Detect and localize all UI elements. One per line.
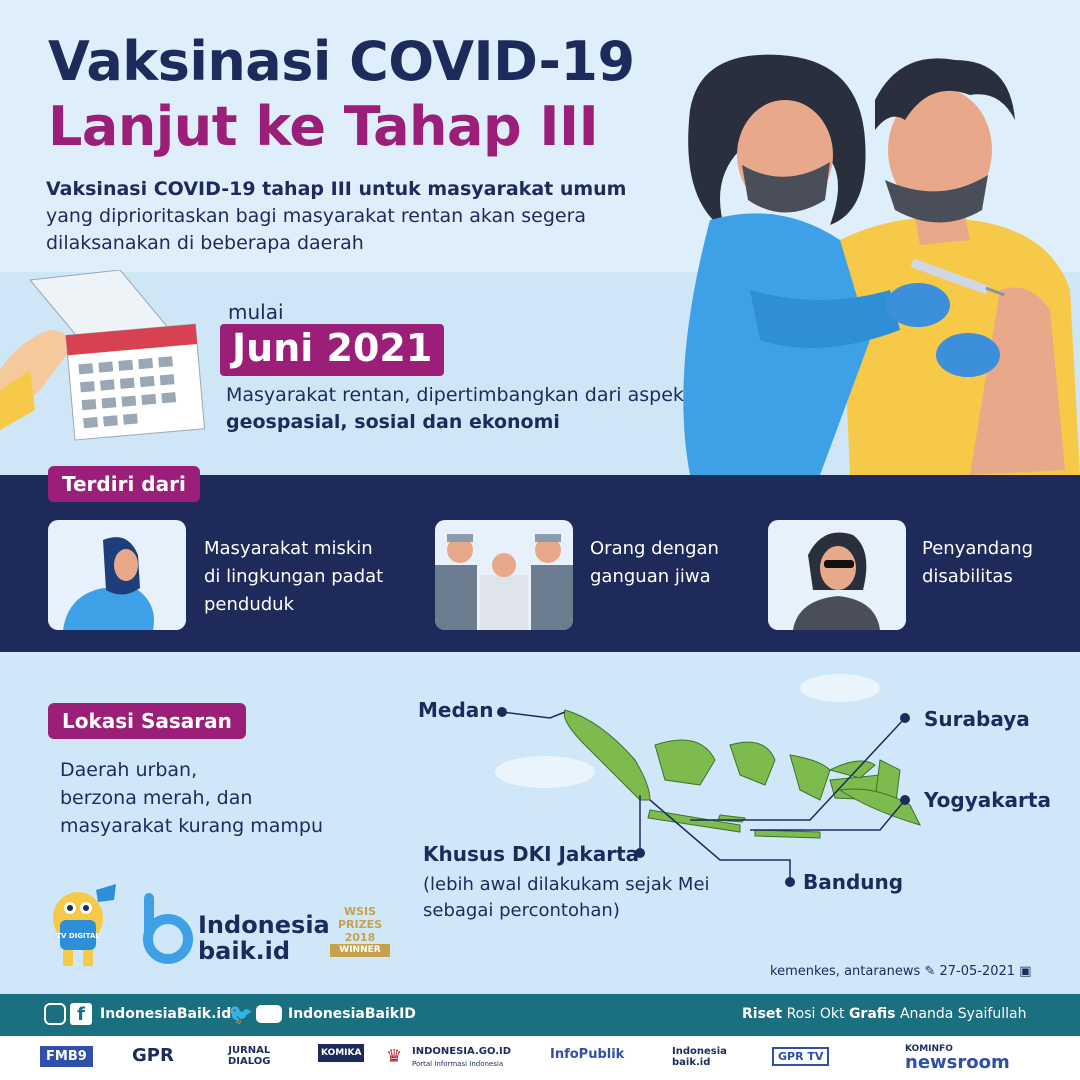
social-handle-2[interactable]: IndonesiaBaikID	[288, 1006, 416, 1022]
partner-jurnal: JURNAL	[228, 1045, 271, 1056]
woman-sunglasses-icon	[768, 520, 906, 630]
lead-paragraph	[46, 176, 666, 257]
partner-komika: KOMIKA	[318, 1044, 364, 1062]
partner-indonesia-sub: Portal Informasi Indonesia	[412, 1060, 504, 1068]
partner-fmb9: FMB9	[40, 1046, 93, 1067]
jakarta-note-1: (lebih awal dilakukam sejak Mei	[423, 874, 710, 895]
lead-bold: Vaksinasi COVID-19 tahap III untuk masyarakat umum	[46, 178, 627, 200]
riset-name: Rosi Okt	[786, 1006, 845, 1022]
woman-hijab-icon	[48, 520, 186, 630]
mascot-label: TV DIGITAL	[56, 932, 100, 940]
locations-desc-2: berzona merah, dan	[60, 787, 253, 809]
schedule-prefix: mulai	[228, 300, 284, 324]
group-text-mental-1: Orang dengan	[590, 538, 719, 559]
group-text-mental	[590, 535, 719, 591]
source-line	[770, 964, 1031, 979]
group-card-mental	[435, 520, 573, 630]
source-text: kemenkes, antaranews	[770, 964, 921, 979]
group-text-disability	[922, 535, 1033, 591]
group-text-poor-1: Masyarakat miskin	[204, 538, 373, 559]
schedule-desc-text: Masyarakat rentan, dipertimbangkan dari aspek	[226, 384, 684, 406]
lead-rest: yang diprioritaskan bagi masyarakat rentan akan segera dilaksanakan di beberapa daerah	[46, 205, 587, 254]
credits	[742, 1006, 1026, 1022]
instagram-icon[interactable]	[44, 1003, 66, 1025]
tv-digital-mascot	[38, 880, 120, 970]
city-jakarta: Khusus DKI Jakarta	[423, 842, 640, 866]
locations-description	[60, 756, 323, 840]
social-handle-1[interactable]: IndonesiaBaik.id	[100, 1006, 232, 1022]
partner-indonesiabaik	[672, 1046, 727, 1068]
schedule-date-badge: Juni 2021	[220, 324, 444, 376]
garuda-icon: ♛	[386, 1046, 403, 1067]
group-card-poor	[48, 520, 186, 630]
groups-label: Terdiri dari	[48, 466, 200, 502]
partner-indonesia-go-id	[412, 1046, 511, 1070]
calendar-icon: ▣	[1019, 964, 1032, 979]
locations-desc-1: Daerah urban,	[60, 759, 198, 781]
facebook-icon[interactable]: f	[70, 1003, 92, 1025]
city-surabaya: Surabaya	[924, 707, 1030, 731]
group-text-poor-2: di lingkungan padat	[204, 566, 384, 587]
jakarta-note	[423, 872, 710, 924]
schedule-desc-bold: geospasial, sosial dan ekonomi	[226, 411, 560, 433]
partner-indonesia: INDONESIA.GO.ID	[412, 1046, 512, 1057]
wsis-award-badge	[330, 905, 390, 967]
city-yogyakarta: Yogyakarta	[924, 788, 1051, 812]
partner-dialog: DIALOG	[228, 1056, 271, 1067]
grafis-name: Ananda Syaifullah	[899, 1006, 1027, 1022]
group-text-mental-2: ganguan jiwa	[590, 566, 711, 587]
group-card-disability	[768, 520, 906, 630]
vaccination-illustration	[670, 40, 1080, 475]
partner-ib-1: Indonesia	[672, 1046, 727, 1057]
riset-label: Riset	[742, 1006, 783, 1022]
title-line-1: Vaksinasi COVID-19	[48, 30, 635, 93]
logo-line-2: baik.id	[198, 937, 291, 965]
group-text-disability-1: Penyandang	[922, 538, 1034, 559]
schedule-description	[226, 382, 706, 436]
city-bandung: Bandung	[803, 870, 904, 894]
partner-kominfo: KOMINFO	[905, 1044, 953, 1054]
locations-label: Lokasi Sasaran	[48, 703, 246, 739]
indonesiabaik-logo-text	[198, 912, 330, 964]
group-text-poor	[204, 535, 383, 619]
award-line-2: PRIZES	[337, 918, 383, 931]
grafis-label: Grafis	[848, 1006, 896, 1022]
source-date: 27-05-2021	[939, 964, 1016, 979]
youtube-icon[interactable]	[256, 1005, 282, 1023]
calendar-illustration	[0, 270, 220, 450]
award-line-1: WSIS	[343, 905, 377, 918]
locations-desc-3: masyarakat kurang mampu	[60, 815, 324, 837]
partner-infopublik: InfoPublik	[550, 1047, 625, 1062]
partner-kominfo-newsroom	[905, 1042, 1010, 1073]
award-line-4: WINNER	[330, 944, 390, 957]
award-line-3: 2018	[344, 931, 376, 944]
mental-health-icon	[435, 520, 573, 630]
pin-icon: ✎	[924, 964, 936, 979]
title-line-2: Lanjut ke Tahap III	[48, 95, 599, 158]
partner-jurnal-dialog	[228, 1045, 271, 1067]
partner-newsroom: newsroom	[905, 1052, 1010, 1073]
partner-gpr: GPR	[132, 1045, 174, 1066]
logo-line-1: Indonesia	[198, 911, 330, 939]
group-text-disability-2: disabilitas	[922, 566, 1013, 587]
partner-ib-2: baik.id	[672, 1057, 711, 1068]
group-text-poor-3: penduduk	[204, 594, 294, 615]
jakarta-note-2: sebagai percontohan)	[423, 900, 620, 921]
city-medan: Medan	[418, 698, 494, 722]
indonesiabaik-logo-icon	[142, 893, 194, 965]
partner-gpr-tv: GPR TV	[772, 1047, 829, 1066]
twitter-icon[interactable]: 🐦	[228, 1002, 253, 1026]
